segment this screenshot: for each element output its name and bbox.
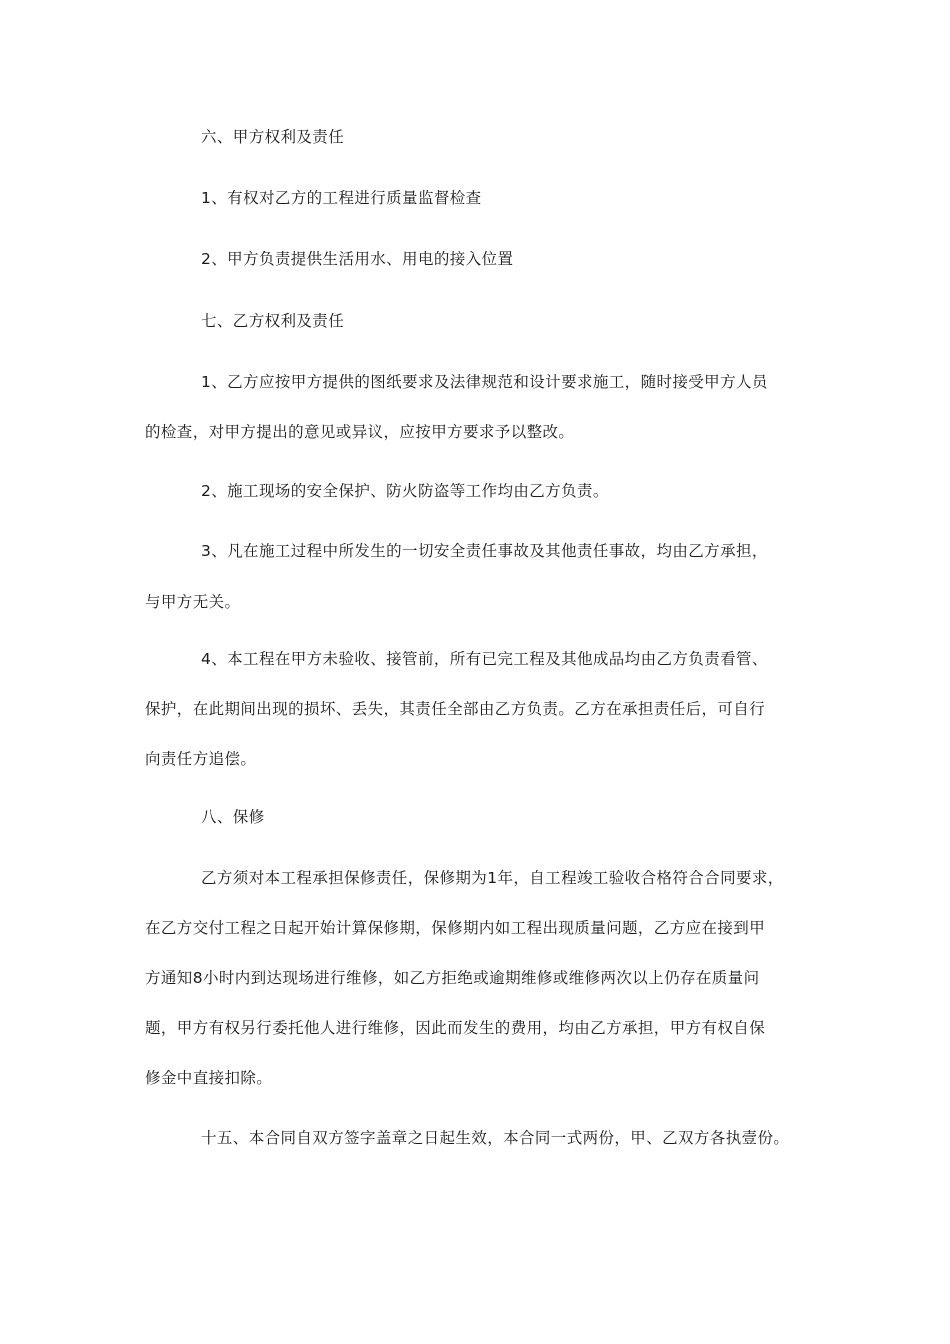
paragraph-line: 保护，在此期间出现的损坏、丢失，其责任全部由乙方负责。乙方在承担责任后，可自行 — [145, 700, 766, 718]
paragraph-line: 2、施工现场的安全保护、防火防盗等工作均由乙方负责。 — [201, 482, 609, 500]
paragraph-line: 2、甲方负责提供生活用水、用电的接入位置 — [201, 250, 514, 268]
paragraph-line: 1、乙方应按甲方提供的图纸要求及法律规范和设计要求施工，随时接受甲方人员 — [201, 373, 768, 391]
section-heading-party-b-rights: 七、乙方权利及责任 — [201, 312, 345, 330]
paragraph-line: 修金中直接扣除。 — [145, 1069, 273, 1087]
paragraph-line: 4、本工程在甲方未验收、接管前，所有已完工程及其他成品均由乙方负责看管、 — [201, 650, 768, 668]
section-heading-party-a-rights: 六、甲方权利及责任 — [201, 128, 345, 146]
paragraph-line: 方通知8小时内到达现场进行维修，如乙方拒绝或逾期维修或维修两次以上仍存在质量问 — [145, 969, 760, 987]
section-heading-warranty: 八、保修 — [201, 808, 265, 826]
paragraph-line: 的检查，对甲方提出的意见或异议，应按甲方要求予以整改。 — [145, 423, 575, 441]
paragraph-line: 乙方须对本工程承担保修责任，保修期为1年，自工程竣工验收合格符合合同要求， — [201, 869, 784, 887]
paragraph-line: 题，甲方有权另行委托他人进行维修，因此而发生的费用，均由乙方承担，甲方有权自保 — [145, 1019, 766, 1037]
paragraph-line: 向责任方追偿。 — [145, 750, 257, 768]
paragraph-line: 在乙方交付工程之日起开始计算保修期，保修期内如工程出现质量问题，乙方应在接到甲 — [145, 919, 766, 937]
paragraph-line: 十五、本合同自双方签字盖章之日起生效，本合同一式两份，甲、乙双方各执壹份。 — [201, 1129, 790, 1147]
paragraph-line: 3、凡在施工过程中所发生的一切安全责任事故及其他责任事故，均由乙方承担， — [201, 542, 768, 560]
paragraph-line: 与甲方无关。 — [145, 593, 241, 611]
paragraph-line: 1、有权对乙方的工程进行质量监督检查 — [201, 189, 482, 207]
